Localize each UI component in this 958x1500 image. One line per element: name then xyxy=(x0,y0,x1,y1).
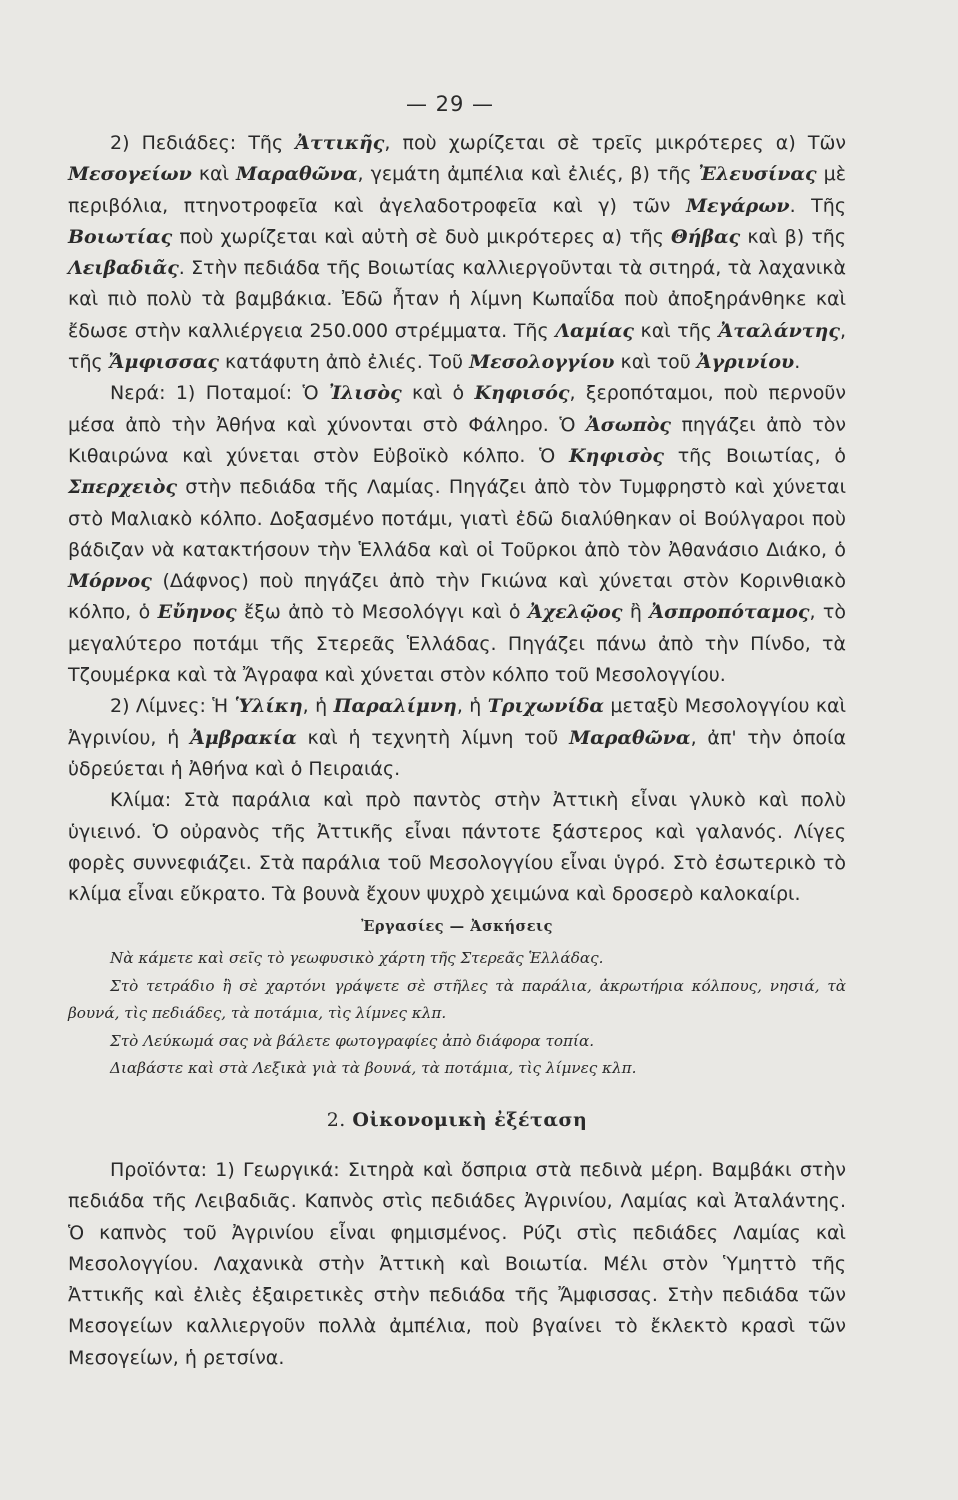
place-name: Σπερχειὸς xyxy=(68,476,178,499)
place-name: Μεσολογγίου xyxy=(469,351,615,374)
place-name: Εὔηνος xyxy=(157,601,237,624)
place-name: Λειβαδιᾶς xyxy=(68,257,179,280)
place-name: Μεγάρων xyxy=(685,194,790,217)
lakes-label: 2) Λίμνες: xyxy=(110,695,206,718)
place-name: Μόρνος xyxy=(68,570,152,593)
section-title xyxy=(68,1109,846,1131)
rivers-label: 1) Ποταμοί: xyxy=(165,382,293,405)
plains-label: 2) Πεδιάδες: xyxy=(110,132,237,154)
waters-label: Νερά: xyxy=(110,382,166,405)
place-name: Λαμίας xyxy=(555,319,634,342)
exercise-item: Στὸ τετράδιο ἢ σὲ χαρτόνι γράψετε σὲ στῆλες τὰ παράλια, ἀκρωτήρια κόλπους, νησιά, τὰ βουνά, τὶς πεδιάδες, τὰ ποτάμια, τὶς λίμνες κλπ. xyxy=(68,976,846,1023)
agri-label: 1) Γεωργικά: xyxy=(207,1158,340,1181)
place-name: Θήβας xyxy=(671,225,741,248)
section-number: 2. xyxy=(326,1108,346,1131)
exercises-heading: Ἐργασίες — Ἀσκήσεις xyxy=(361,918,553,936)
products-paragraph: Προϊόντα: 1) Γεωργικά: Σιτηρὰ καὶ ὄσπρια στὰ πεδινὰ μέρη. Βαμβάκι στὴν πεδιάδα τῆς Λειβαδιᾶς. Καπνὸς στὶς πεδιάδες Ἀγρινίου, Λαμίας καὶ Ἀταλάντης. Ὁ καπνὸς τοῦ Ἀγρινίου εἶναι φημισμένος. Ρύζι στὶς πεδιάδες Λαμίας καὶ Μεσολογγίου. Λαχανικὰ στὴν Ἀττικὴ καὶ Βοιωτία. Μέλι στὸν Ὑμηττὸ τῆς Ἀττικῆς καὶ ἐλιὲς ἐξαιρετικὲς στὴν πεδιάδα τῆς Ἄμφισσας. Στὴν πεδιάδα τῶν Μεσογείων καλλιεργοῦν πολλὰ ἀμπέλια, ποὺ βγαίνει τὸ ἔκλεκτὸ κρασὶ τῶν Μεσογείων, ἡ ρετσίνα. xyxy=(68,1158,846,1369)
page-number: — 29 — xyxy=(405,92,495,116)
exercise-item: Στὸ Λεύκωμά σας νὰ βάλετε φωτογραφίες ἀπὸ διάφορα τοπία. xyxy=(110,1031,595,1050)
page-body xyxy=(68,128,846,1374)
place-name: Ἀταλάντης xyxy=(718,319,840,342)
place-name: Ἰλισὸς xyxy=(328,382,402,405)
exercise-item: Νὰ κάμετε καὶ σεῖς τὸ γεωφυσικὸ χάρτη τῆς Στερεᾶς Ἑλλάδας. xyxy=(110,949,604,968)
section-title-text: Οἰκονομικὴ ἐξέταση xyxy=(352,1108,588,1131)
place-name: Μαραθῶνα xyxy=(236,163,358,186)
lakes-paragraph: 2) Λίμνες: Ἡ Ὑλίκη, ἡ Παραλίμνη, ἡ Τριχωνίδα μεταξὺ Μεσολογγίου καὶ Ἀγρινίου, ἡ Ἀμβρακία καὶ ἡ τεχνητὴ λίμνη τοῦ Μαραθῶνα, ἀπ' τὴν ὁποία ὑδρεύεται ἡ Ἀθήνα καὶ ὁ Πειραιάς. xyxy=(68,695,846,780)
place-name: Ἀσωπὸς xyxy=(585,413,671,436)
place-name: Κηφισός xyxy=(474,382,570,405)
place-name: Ἀσπροπόταμος xyxy=(649,601,810,624)
place-name: Κηφισὸς xyxy=(569,444,664,467)
plains-paragraph: 2) Πεδιάδες: Τῆς Ἀττικῆς, ποὺ χωρίζεται σὲ τρεῖς μικρότερες α) Τῶν Μεσογείων καὶ Μαραθῶνα, γεμάτη ἀμπέλια καὶ ἐλιές, β) τῆς Ἐλευσίνας μὲ περιβόλια, πτηνοτροφεῖα καὶ ἀγελαδοτροφεῖα καὶ γ) τῶν Μεγάρων. Τῆς Βοιωτίας ποὺ χωρίζεται καὶ αὐτὴ σὲ δυὸ μικρότερες α) τῆς Θήβας καὶ β) τῆς Λειβαδιᾶς. Στὴν πεδιάδα τῆς Βοιωτίας καλλιεργοῦνται τὰ σιτηρά, τὰ λαχανικὰ καὶ πιὸ πολὺ τὰ βαμβάκια. Ἐδῶ ἦταν ἡ λίμνη Κωπαΐδα ποὺ ἀποξηράνθηκε καὶ ἔδωσε στὴν καλλιέργεια 250.000 στρέμματα. Τῆς Λαμίας καὶ τῆς Ἀταλάντης, τῆς Ἄμφισσας κατάφυτη ἀπὸ ἐλιές. Τοῦ Μεσολογγίου καὶ τοῦ Ἀγρινίου. xyxy=(68,132,847,374)
climate-label: Κλίμα: xyxy=(110,789,172,812)
place-name: Ἐλευσίνας xyxy=(698,163,817,186)
place-name: Τριχωνίδα xyxy=(487,695,604,718)
place-name: Ἄμφισσας xyxy=(108,351,219,374)
place-name: Ἀττικῆς xyxy=(295,132,385,154)
place-name: Παραλίμνη xyxy=(333,695,457,718)
place-name: Ἀμβρακία xyxy=(190,726,297,749)
climate-paragraph: Κλίμα: Στὰ παράλια καὶ πρὸ παντὸς στὴν Ἀττικὴ εἶναι γλυκὸ καὶ πολὺ ὑγιεινό. Ὁ οὐρανὸς τῆς Ἀττικῆς εἶναι πάντοτε ξάστερος καὶ γαλανός. Λίγες φορὲς συννεφιάζει. Στὰ παράλια τοῦ Μεσολογγίου εἶναι ὑγρό. Στὸ ἐσωτερικὸ τὸ κλίμα εἶναι εὔκρατο. Τὰ βουνὰ ἔχουν ψυχρὸ χειμώνα καὶ δροσερὸ καλοκαίρι. xyxy=(68,789,846,906)
place-name: Ὑλίκη xyxy=(234,695,303,718)
place-name: Ἀγρινίου xyxy=(696,351,795,374)
waters-paragraph: Νερά: 1) Ποταμοί: Ὁ Ἰλισὸς καὶ ὁ Κηφισός, ξεροπόταμοι, ποὺ περνοῦν μέσα ἀπὸ τὴν Ἀθήνα καὶ χύνονται στὸ Φάληρο. Ὁ Ἀσωπὸς πηγάζει ἀπὸ τὸν Κιθαιρώνα καὶ χύνεται στὸν Εὐβοϊκὸ κόλπο. Ὁ Κηφισὸς τῆς Βοιωτίας, ὁ Σπερχειὸς στὴν πεδιάδα τῆς Λαμίας. Πηγάζει ἀπὸ τὸν Τυμφρηστὸ καὶ χύνεται στὸ Μαλιακὸ κόλπο. Δοξασμένο ποτάμι, γιατὶ ἐδῶ διαλύθηκαν οἱ Βούλγαροι ποὺ βάδιζαν νὰ κατακτήσουν τὴν Ἑλλάδα καὶ οἱ Τοῦρκοι ἀπὸ τὸν Ἀθανάσιο Διάκο, ὁ Μόρνος (Δάφνος) ποὺ πηγάζει ἀπὸ τὴν Γκιώνα καὶ χύνεται στὸν Κορινθιακὸ κόλπο, ὁ Εὔηνος ἔξω ἀπὸ τὸ Μεσολόγγι καὶ ὁ Ἀχελῷος ἢ Ἀσπροπόταμος, τὸ μεγαλύτερο ποτάμι τῆς Στερεᾶς Ἑλλάδας. Πηγάζει πάνω ἀπὸ τὴν Πίνδο, τὰ Τζουμέρκα καὶ τὰ Ἄγραφα καὶ χύνεται στὸν κόλπο τοῦ Μεσολογγίου. xyxy=(68,382,846,687)
products-label: Προϊόντα: xyxy=(110,1158,208,1181)
place-name: Μαραθῶνα xyxy=(569,726,691,749)
place-name: Βοιωτίας xyxy=(68,225,173,248)
place-name: Μεσογείων xyxy=(68,163,192,186)
place-name: Ἀχελῷος xyxy=(527,601,623,624)
exercise-item: Διαβάστε καὶ στὰ Λεξικὰ γιὰ τὰ βουνά, τὰ ποτάμια, τὶς λίμνες κλπ. xyxy=(110,1059,637,1078)
